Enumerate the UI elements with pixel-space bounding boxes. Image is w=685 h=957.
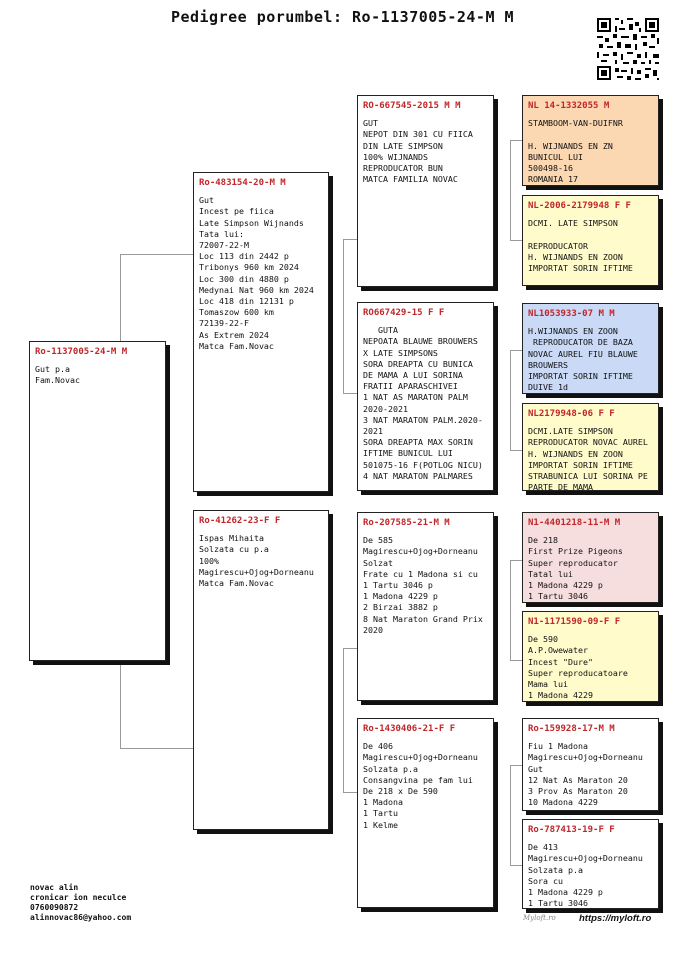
note-line: As Extrem 2024 — [199, 329, 269, 340]
note-line — [528, 129, 653, 140]
ring-number: Ro-1430406-21-F F — [363, 724, 456, 734]
note-line: Matca Fam.Novac — [199, 578, 274, 589]
note-line: Magirescu+Ojog+Dorneanu — [528, 853, 643, 864]
pigeon-card-dss[interactable] — [522, 512, 659, 603]
pigeon-notes — [528, 426, 653, 491]
note-line: IMPORTAT SORIN IFTIME — [528, 371, 633, 382]
note-line: ROMANIA 17 — [528, 174, 578, 185]
note-line: Matca Fam.Novac — [199, 340, 274, 351]
ring-number: NL 14-1332055 M — [528, 101, 610, 111]
note-line: Fam.Novac — [35, 375, 80, 386]
note-line: Medynai Nat 960 km 2024 — [199, 284, 314, 295]
pigeon-card-sire-sire[interactable] — [357, 95, 494, 287]
note-line: DCMI.LATE SIMPSON — [528, 426, 613, 437]
note-line: 1 Madona 4229 p — [528, 580, 603, 591]
ring-number: Ro-483154-20-M M — [199, 178, 286, 188]
note-line: STAMBOOM-VAN-DUIFNR — [528, 118, 623, 129]
connector-line — [343, 648, 357, 649]
breeder-address: cronicar ion neculce — [30, 893, 127, 902]
note-line: De 413 — [528, 842, 558, 853]
note-line: Gut p.a — [35, 364, 70, 375]
note-line: GUTA — [363, 325, 398, 336]
page-title: Pedigree porumbel: Ro-1137005-24-M M — [170, 8, 515, 26]
pigeon-card-sds[interactable] — [522, 303, 659, 394]
pigeon-card-ssd[interactable] — [522, 195, 659, 286]
note-line: H. WIJNANDS EN ZOON — [528, 448, 623, 459]
note-line: Solzata cu p.a — [199, 544, 269, 555]
connector-line — [510, 240, 522, 241]
website-link[interactable]: https://myloft.ro — [579, 913, 652, 924]
note-line: First Prize Pigeons — [528, 546, 623, 557]
pigeon-notes — [35, 364, 160, 386]
note-line: Sora cu — [528, 875, 563, 886]
ring-number: Ro-787413-19-F F — [528, 825, 615, 835]
note-line: 1 Kelme — [363, 819, 398, 830]
note-line: Loc 300 din 4880 p — [199, 273, 289, 284]
breeder-phone[interactable]: 0760090872 — [30, 903, 79, 912]
pigeon-notes — [528, 218, 653, 274]
note-line: Mama lui — [528, 679, 568, 690]
pigeon-card-ddd[interactable] — [522, 819, 659, 909]
note-line: De 585 — [363, 535, 393, 546]
note-line: De 218 x De 590 — [363, 786, 438, 797]
note-line: PARTE DE MAMA — [528, 482, 593, 491]
note-line: IFTIME BUNICUL LUI — [363, 448, 453, 459]
note-line: Ispas Mihaita — [199, 533, 264, 544]
note-line: 1 NAT AS MARATON PALM — [363, 392, 468, 403]
note-line: 3 Prov As Maraton 20 — [528, 786, 628, 797]
note-line: H. WIJNANDS EN ZOON — [528, 251, 623, 262]
note-line: Magirescu+Ojog+Dorneanu — [528, 752, 643, 763]
ring-number: Ro-41262-23-F F — [199, 516, 281, 526]
note-line: 501075-16 F(POTLOG NICU) — [363, 459, 483, 470]
connector-line — [510, 140, 522, 141]
note-line: Gut — [528, 763, 543, 774]
note-line: Solzata p.a — [363, 763, 418, 774]
note-line: 12 Nat As Maraton 20 — [528, 774, 628, 785]
note-line: H. WIJNANDS EN ZN — [528, 140, 613, 151]
ring-number: Ro-159928-17-M M — [528, 724, 615, 734]
note-line: Loc 113 din 2442 p — [199, 251, 289, 262]
note-line: IMPORTAT SORIN IFTIME — [528, 459, 633, 470]
note-line: 72007-22-M — [199, 240, 249, 251]
pigeon-card-dam[interactable] — [193, 510, 329, 830]
pigeon-card-dds[interactable] — [522, 718, 659, 811]
note-line: 1 Madona 4229 — [528, 690, 593, 701]
note-line: Magirescu+Ojog+Dorneanu — [363, 752, 478, 763]
note-line: IMPORTAT SORIN IFTIME — [528, 263, 633, 274]
note-line: 1 Madona — [363, 797, 403, 808]
pigeon-card-sire[interactable] — [193, 172, 329, 492]
note-line: Gut — [199, 195, 214, 206]
note-line: DIN LATE SIMPSON — [363, 140, 443, 151]
note-line: Incest pe fiica — [199, 206, 274, 217]
note-line: 72139-22-F — [199, 318, 249, 329]
signature-logo: Myloft.ro — [523, 914, 556, 922]
note-line: 100% WIJNANDS — [363, 151, 428, 162]
note-line: H.WIJNANDS EN ZOON — [528, 326, 618, 337]
pigeon-notes — [528, 741, 653, 808]
qr-code[interactable] — [595, 16, 661, 82]
connector-line — [510, 660, 522, 661]
note-line: DE MAMA A LUI SORINA — [363, 370, 463, 381]
note-line: Loc 418 din 12131 p — [199, 296, 294, 307]
note-line: De 218 — [528, 535, 558, 546]
note-line: Solzat — [363, 557, 393, 568]
note-line: Magirescu+Ojog+Dorneanu — [363, 546, 478, 557]
note-line: 2020-2021 — [363, 403, 408, 414]
note-line: DUIVE 1d — [528, 382, 568, 393]
note-line: Frate cu 1 Madona si cu — [363, 568, 478, 579]
note-line: BUNICUL LUI — [528, 151, 583, 162]
ring-number: RO667429-15 F F — [363, 308, 445, 318]
note-line: Late Simpson Wijnands — [199, 217, 304, 228]
note-line: Tribonys 960 km 2024 — [199, 262, 299, 273]
connector-line — [510, 350, 511, 450]
note-line: 2 Birzai 3882 p — [363, 602, 438, 613]
note-line: Magirescu+Ojog+Dorneanu — [199, 566, 314, 577]
connector-line — [343, 393, 357, 394]
pigeon-card-sss[interactable] — [522, 95, 659, 186]
note-line: 1 Tartu — [363, 808, 398, 819]
note-line: BROUWERS — [528, 359, 568, 370]
note-line: 4 NAT MARATON PALMARES — [363, 470, 473, 481]
pigeon-notes — [528, 634, 653, 701]
breeder-name: novac alin — [30, 883, 79, 892]
pigeon-notes — [363, 118, 488, 185]
note-line: Consangvina pe fam lui — [363, 774, 473, 785]
pigeon-card-subject[interactable] — [29, 341, 166, 661]
note-line: 500498-16 — [528, 163, 573, 174]
note-line: GUT — [363, 118, 378, 129]
ring-number: Ro-1137005-24-M M — [35, 347, 128, 357]
note-line: 1 Madona 4229 p — [528, 887, 603, 898]
pigeon-notes — [363, 741, 488, 831]
pigeon-notes — [199, 533, 323, 589]
note-line: NEPOT DIN 301 CU FIICA — [363, 129, 473, 140]
note-line: STRABUNICA LUI SORINA PE — [528, 471, 648, 482]
connector-line — [510, 450, 522, 451]
note-line: 100% — [199, 555, 219, 566]
connector-line — [120, 254, 193, 255]
pigeon-notes — [199, 195, 323, 352]
pigeon-notes — [528, 535, 653, 602]
note-line: Solzata p.a — [528, 864, 583, 875]
note-line: NOVAC AUREL FIU BLAUWE — [528, 348, 638, 359]
note-line: De 590 — [528, 634, 558, 645]
connector-line — [510, 765, 511, 865]
note-line: X LATE SIMPSONS — [363, 347, 438, 358]
pigeon-notes — [363, 535, 488, 636]
connector-line — [343, 239, 357, 240]
note-line: 1 Tartu 3046 — [528, 898, 588, 909]
note-line: Tomaszow 600 km — [199, 307, 274, 318]
note-line: Tatal lui — [528, 568, 573, 579]
note-line: 3 NAT MARATON PALM.2020- — [363, 414, 483, 425]
pigeon-card-dam-dam[interactable] — [357, 718, 494, 908]
breeder-email[interactable]: alinnovac86@yahoo.com — [30, 913, 132, 922]
ring-number: Ro-207585-21-M M — [363, 518, 450, 528]
note-line: Super reproducatoare — [528, 667, 628, 678]
note-line: REPRODUCATOR — [528, 240, 588, 251]
connector-line — [510, 765, 522, 766]
pigeon-card-dam-sire[interactable] — [357, 512, 494, 701]
connector-line — [510, 560, 522, 561]
ring-number: NL1053933-07 M M — [528, 309, 615, 319]
note-line: 1 Madona 4229 p — [363, 591, 438, 602]
connector-line — [343, 648, 344, 792]
note-line: REPRODUCATOR NOVAC AUREL — [528, 437, 648, 448]
pigeon-notes — [528, 118, 653, 185]
ring-number: N1-4401218-11-M M — [528, 518, 621, 528]
pigeon-notes — [528, 326, 653, 393]
note-line: 1 Tartu 3046 — [528, 591, 588, 602]
note-line: MATCA FAMILIA NOVAC — [363, 174, 458, 185]
note-line: De 406 — [363, 741, 393, 752]
note-line: A.P.Owewater — [528, 645, 588, 656]
pigeon-card-sdd[interactable] — [522, 403, 659, 491]
note-line: NEPOATA BLAUWE BROUWERS — [363, 336, 478, 347]
pigeon-notes — [528, 842, 653, 909]
note-line: SORA DREAPTA MAX SORIN — [363, 437, 473, 448]
note-line: 10 Madona 4229 — [528, 797, 598, 808]
note-line: 2020 — [363, 624, 383, 635]
note-line: DCMI. LATE SIMPSON — [528, 218, 618, 229]
note-line: FRATII APARASCHIVEI — [363, 381, 458, 392]
note-line: SORA DREAPTA CU BUNICA — [363, 358, 473, 369]
pigeon-card-dsd[interactable] — [522, 611, 659, 702]
connector-line — [510, 350, 522, 351]
pigeon-notes — [363, 325, 488, 482]
note-line — [528, 229, 653, 240]
ring-number: NL2179948-06 F F — [528, 409, 615, 419]
ring-number: RO-667545-2015 M M — [363, 101, 461, 111]
connector-line — [120, 748, 193, 749]
note-line: Incest "Dure" — [528, 656, 593, 667]
note-line: REPRODUCATOR DE BAZA — [528, 337, 633, 348]
breeder-contact — [30, 883, 131, 923]
note-line: 8 Nat Maraton Grand Prix — [363, 613, 483, 624]
connector-line — [510, 865, 522, 866]
ring-number: NL-2006-2179948 F F — [528, 201, 631, 211]
connector-line — [510, 140, 511, 240]
note-line: Super reproducator — [528, 557, 618, 568]
pigeon-card-sire-dam[interactable] — [357, 302, 494, 491]
note-line: REPRODUCATOR BUN — [363, 163, 443, 174]
ring-number: N1-1171590-09-F F — [528, 617, 621, 627]
connector-line — [343, 792, 357, 793]
note-line: Fiu 1 Madona — [528, 741, 588, 752]
note-line: Tata lui: — [199, 228, 244, 239]
note-line: 1 Tartu 3046 p — [363, 580, 433, 591]
connector-line — [343, 239, 344, 393]
note-line: 2021 — [363, 426, 383, 437]
connector-line — [510, 560, 511, 660]
